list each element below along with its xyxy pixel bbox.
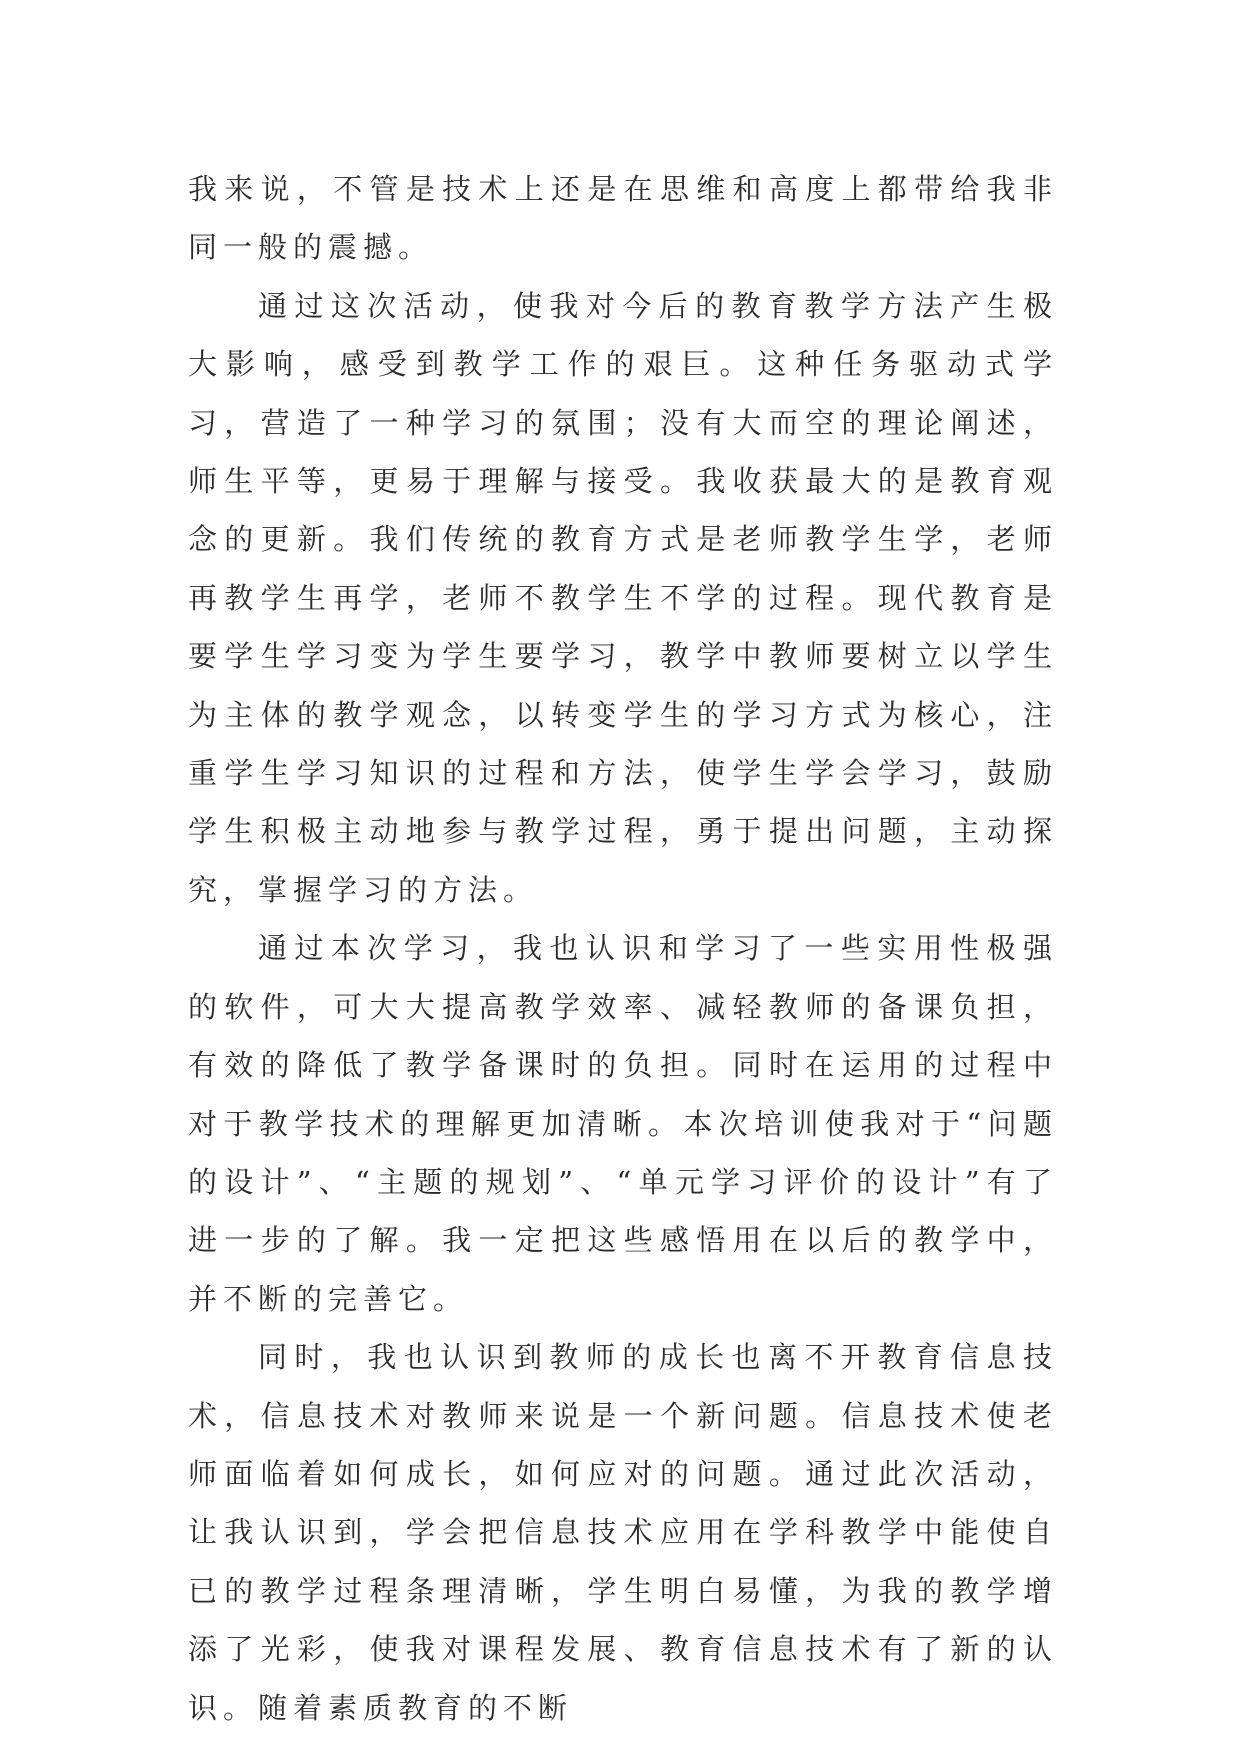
paragraph-software-learning: 通过本次学习，我也认识和学习了一些实用性极强的软件，可大大提高教学效率、减轻教师的备课负担，有效的降低了教学备课时的负担。同时在运用的过程中对于教学技术的理解更加清晰。本次培训使我对于“问题的设计”、“主题的规划”、“单元学习评价的设计”有了进一步的了解。我一定把这些感悟用在以后的教学中，并不断的完善它。 bbox=[188, 931, 1058, 1316]
paragraph-teaching-methods: 通过这次活动，使我对今后的教育教学方法产生极大影响，感受到教学工作的艰巨。这种任务驱动式学习，营造了一种学习的氛围；没有大而空的理论阐述，师生平等，更易于理解与接受。我收获最大的是教育观念的更新。我们传统的教育方式是老师教学生学，老师再教学生再学，老师不教学生不学的过程。现代教育是要学生学习变为学生要学习，教学中教师要树立以学生为主体的教学观念，以转变学生的学习方式为核心，注重学生学习知识的过程和方法，使学生学会学习，鼓励学生积极主动地参与教学过程，勇于提出问题，主动探究，掌握学习的方法。 bbox=[188, 288, 1058, 907]
document-body bbox=[188, 160, 1058, 1737]
paragraph-continuation: 我来说，不管是技术上还是在思维和高度上都带给我非同一般的震撼。 bbox=[188, 172, 1058, 265]
paragraph-information-technology: 同时，我也认识到教师的成长也离不开教育信息技术，信息技术对教师来说是一个新问题。信息技术使老师面临着如何成长，如何应对的问题。通过此次活动，让我认识到，学会把信息技术应用在学科教学中能使自已的教学过程条理清晰，学生明白易懂，为我的教学增添了光彩，使我对课程发展、教育信息技术有了新的认识。随着素质教育的不断 bbox=[188, 1340, 1058, 1725]
